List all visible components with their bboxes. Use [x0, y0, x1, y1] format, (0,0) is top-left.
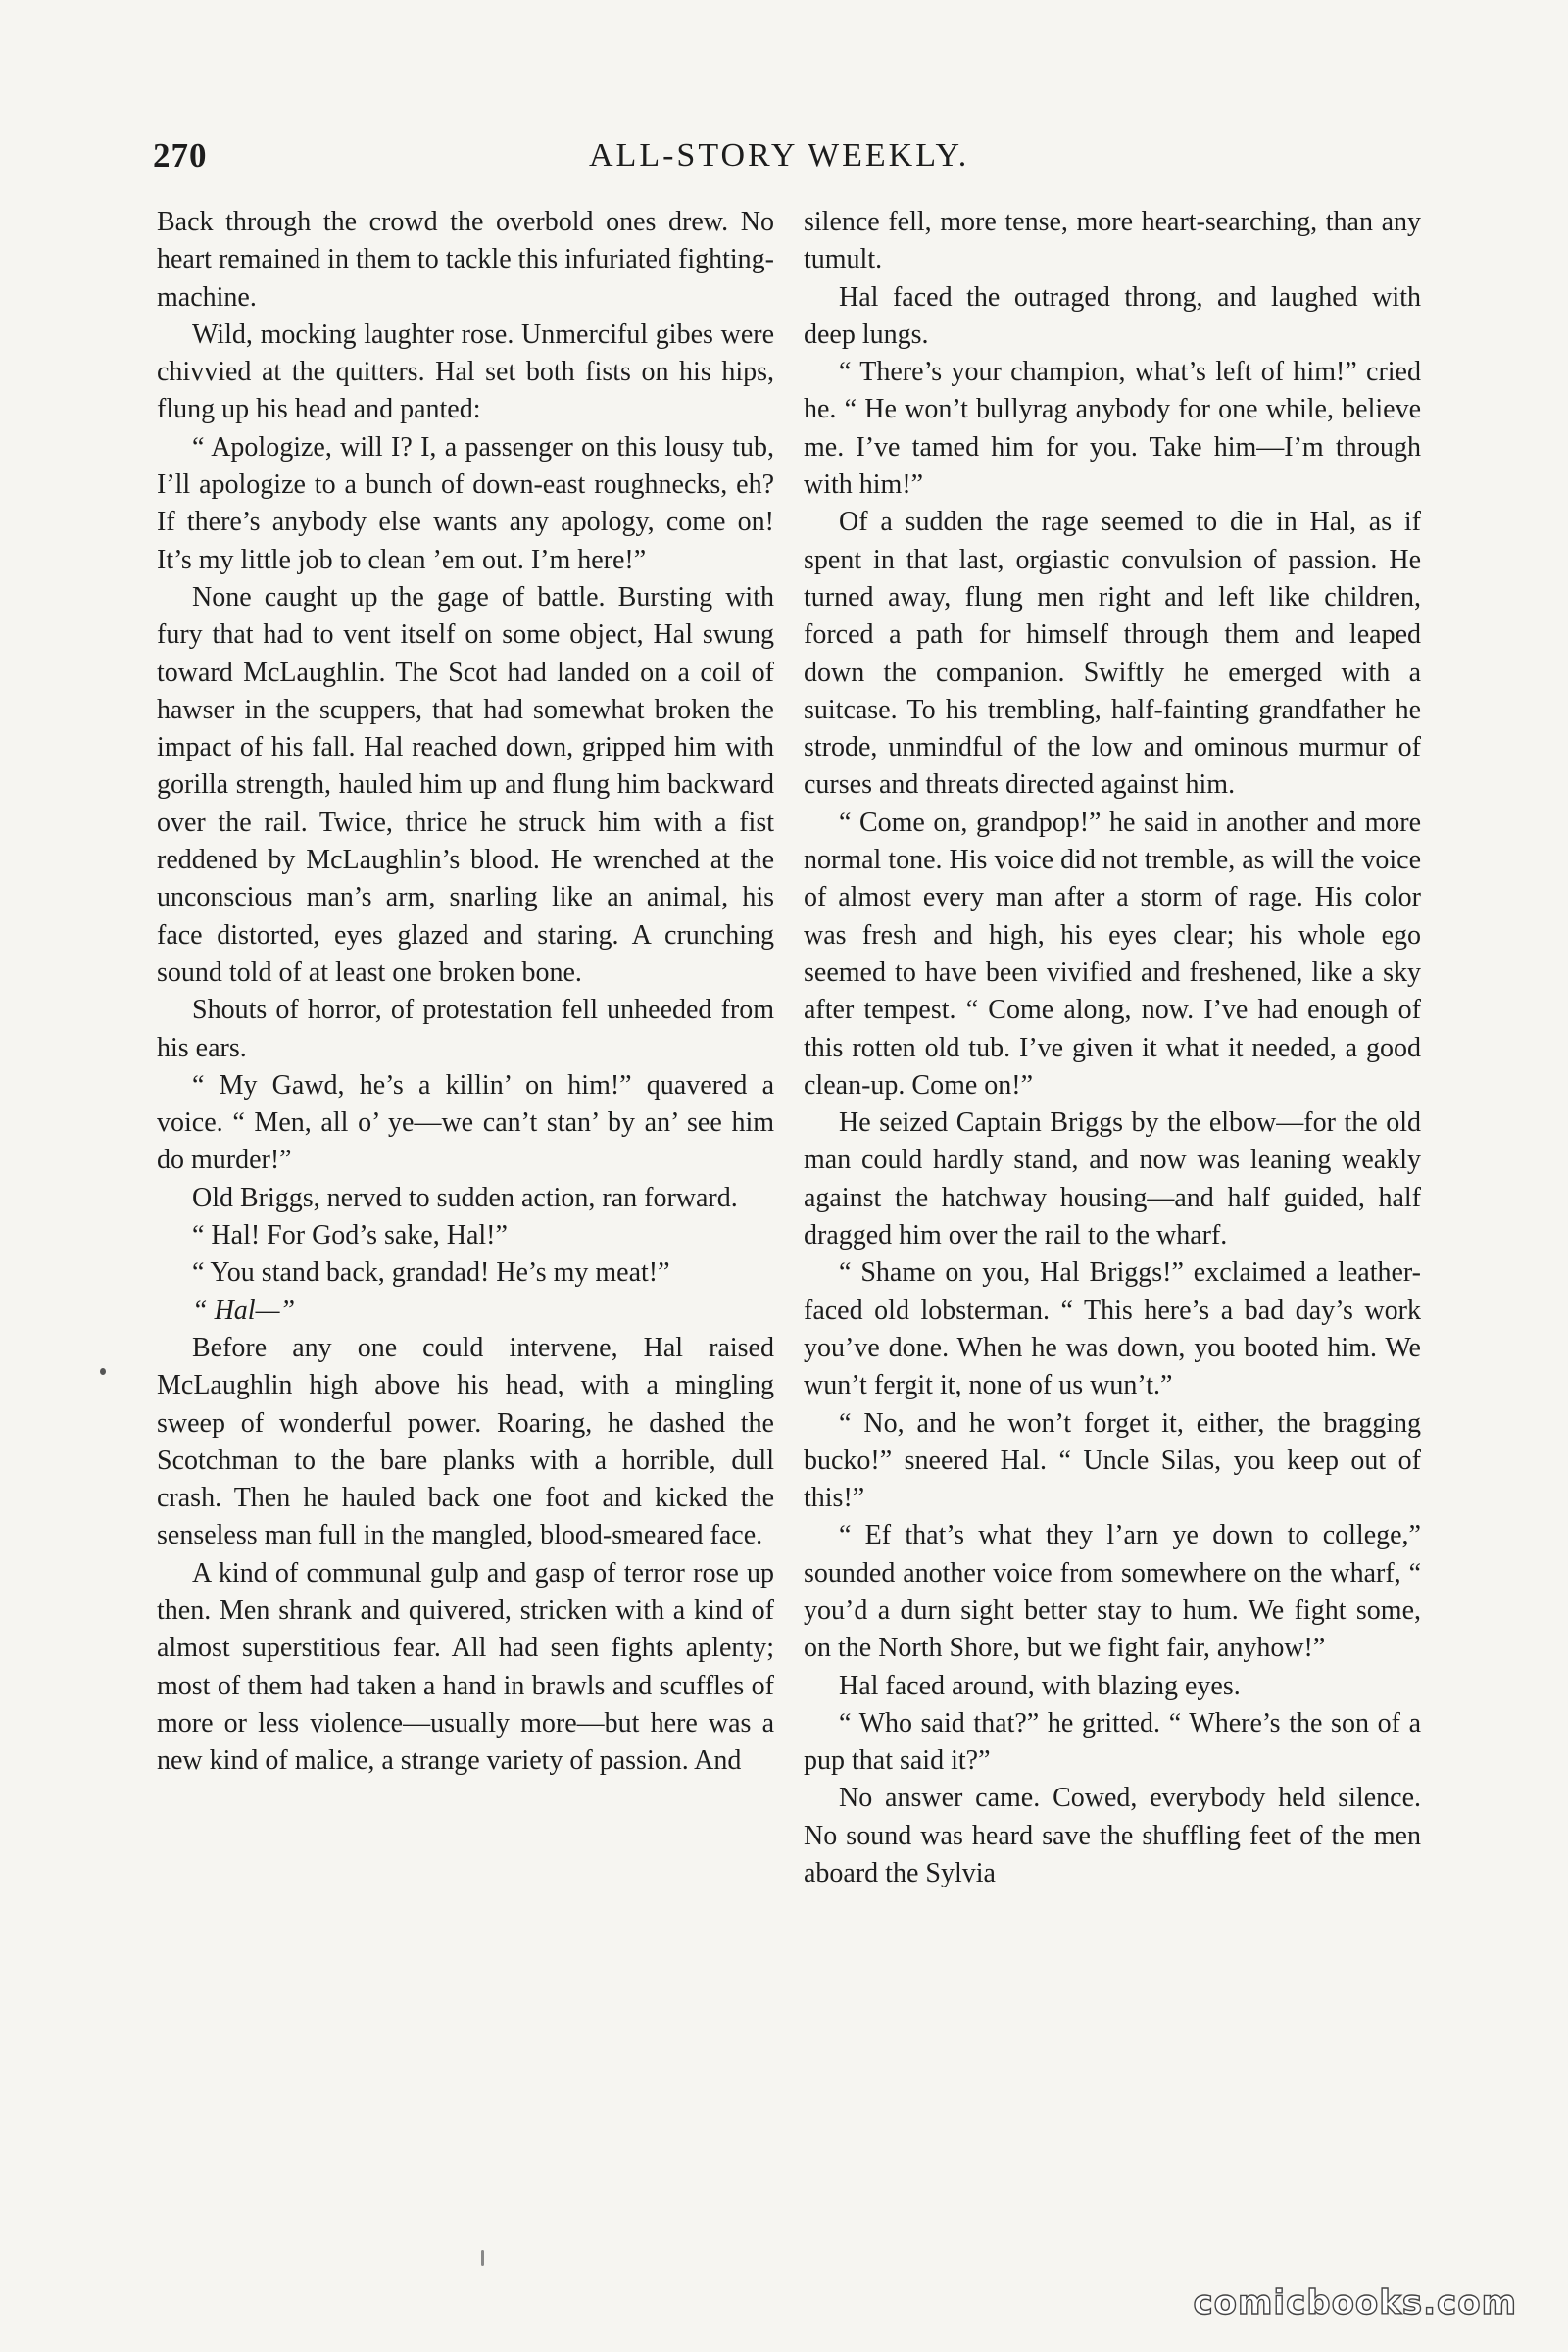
paragraph: “ Ef that’s what they l’arn ye down to college,” sounded another voice from somewhere on the wharf, “ you’d a durn sight better stay to hum. We fight some, on the North Shore, but we fight fair, anyhow!” — [804, 1520, 1421, 1664]
page-number: 270 — [153, 136, 208, 174]
paragraph: Of a sudden the rage seemed to die in Hal, as if spent in that last, orgiastic convulsion of passion. He turned away, flung men right and left like children, forced a path for himself through them and leaped down the companion. Swiftly he emerged with a suitcase. To his trembling, half-fainting grandfather he strode, unmindful of the low and ominous murmur of curses and threats directed against him. — [804, 507, 1421, 801]
right-column — [804, 204, 1421, 1892]
paragraph: “ Come on, grandpop!” he said in another and more normal tone. His voice did not tremble, as will the voice of almost every man after a storm of rage. His color was fresh and high, his eyes clear; his whole ego seemed to have been vivified and freshened, like a sky after tempest. “ Come along, now. I’ve had enough of this rotten old tub. I’ve given it what it needed, a good clean-up. Come on!” — [804, 807, 1421, 1101]
paragraph: A kind of communal gulp and gasp of terror rose up then. Men shrank and quivered, stricken with a kind of almost superstitious fear. All had seen fights aplenty; most of them had taken a hand in brawls and scuffles of more or less violence—usually more—but here was a new kind of malice, a strange variety of passion. And — [157, 1557, 774, 1777]
paragraph: “ There’s your champion, what’s left of him!” cried he. “ He won’t bullyrag anybody for one while, believe me. I’ve tamed him for you. Take him—I’m through with him!” — [804, 357, 1421, 501]
paragraph: “ You stand back, grandad! He’s my meat!” — [192, 1257, 670, 1289]
paragraph: “ Who said that?” he gritted. “ Where’s the son of a pup that said it?” — [804, 1707, 1421, 1777]
paragraph: Hal faced the outraged throng, and laughed with deep lungs. — [804, 281, 1421, 350]
paragraph: He seized Captain Briggs by the elbow—for the old man could hardly stand, and now was leaning weakly against the hatchway housing—and half guided, half dragged him over the rail to the wharf. — [804, 1107, 1421, 1251]
ink-speck — [100, 1368, 106, 1375]
paragraph: Wild, mocking laughter rose. Unmerciful gibes were chivvied at the quitters. Hal set both fists on his hips, flung up his head and panted: — [157, 318, 774, 425]
paragraph: “ My Gawd, he’s a killin’ on him!” quavered a voice. “ Men, all o’ ye—we can’t stan’ by an’ see him do murder!” — [157, 1069, 774, 1176]
page-header — [153, 131, 1397, 180]
paragraph: “ Hal! For God’s sake, Hal!” — [192, 1220, 508, 1251]
paragraph: “ Apologize, will I? I, a passenger on this lousy tub, I’ll apologize to a bunch of down-east roughnecks, eh? If there’s anybody else wants any apology, come on! It’s my little job to clean ’em out. I’m here!” — [157, 431, 774, 575]
ink-speck — [481, 2250, 484, 2266]
paragraph: “ Shame on you, Hal Briggs!” exclaimed a leather-faced old lobsterman. “ This here’s a bad day’s work you’ve done. When he was down, you booted him. We wun’t fergit it, none of us wun’t.” — [804, 1257, 1421, 1401]
italic-text: “ Hal—” — [192, 1295, 296, 1326]
paragraph: Old Briggs, nerved to sudden action, ran forward. — [192, 1182, 738, 1213]
paragraph: Hal faced around, with blazing eyes. — [839, 1670, 1241, 1701]
paragraph: Before any one could intervene, Hal raised McLaughlin high above his head, with a mingling sweep of wonderful power. Roaring, he dashed the Scotchman to the bare planks with a horrible, dull crash. Then he hauled back one foot and kicked the senseless man full in the mangled, blood-smeared face. — [157, 1332, 774, 1551]
running-head: ALL-STORY WEEKLY. — [589, 137, 970, 173]
paragraph-italic — [157, 1293, 774, 1330]
paragraph: silence fell, more tense, more heart-searching, than any tumult. — [804, 207, 1421, 275]
paragraph: None caught up the gage of battle. Bursting with fury that had to vent itself on some object, Hal swung toward McLaughlin. The Scot had landed on a coil of hawser in the scuppers, that had somewhat broken the impact of his fall. Hal reached down, gripped him with gorilla strength, hauled him up and flung him backward over the rail. Twice, thrice he struck him with a fist reddened by McLaughlin’s blood. He wrenched at the unconscious man’s arm, snarling like an animal, his face distorted, eyes glazed and staring. A crunching sound told of at least one broken bone. — [157, 581, 774, 988]
left-column — [157, 204, 774, 1780]
paragraph: Back through the crowd the overbold ones drew. No heart remained in them to tackle this infuriated fighting-machine. — [157, 207, 774, 313]
paragraph: “ No, and he won’t forget it, either, the bragging bucko!” sneered Hal. “ Uncle Silas, you keep out of this!” — [804, 1407, 1421, 1514]
paragraph: No answer came. Cowed, everybody held silence. No sound was heard save the shuffling feet of the men aboard the Sylvia — [804, 1783, 1421, 1889]
watermark-logo: comicbooks.com — [1193, 2283, 1517, 2323]
paragraph: Shouts of horror, of protestation fell unheeded from his ears. — [157, 995, 774, 1063]
